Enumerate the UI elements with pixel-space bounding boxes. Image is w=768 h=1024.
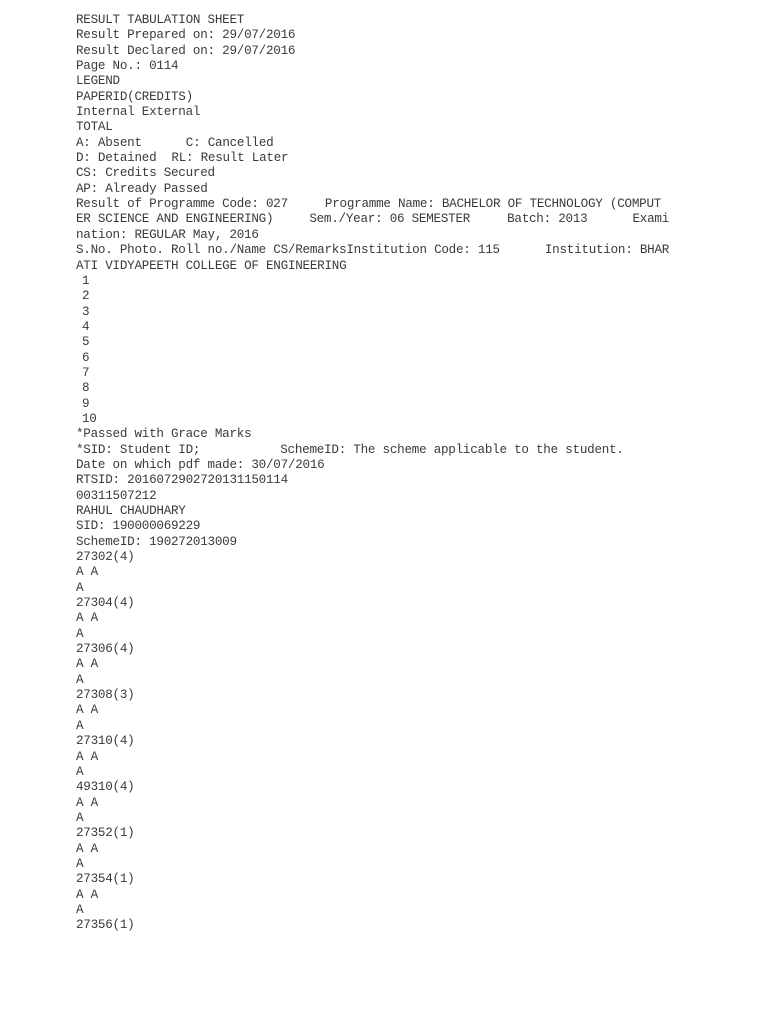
result-document (76, 13, 676, 934)
paper-total: A (76, 580, 84, 595)
serial-number: 1 (82, 273, 90, 288)
rtsid: RTSID: 2016072902720131150114 (76, 473, 288, 488)
serial-number: 2 (82, 289, 90, 304)
sid-note: *SID: Student ID; (76, 442, 201, 457)
legend-paperid: PAPERID(CREDITS) (76, 89, 193, 104)
paper-id: 27306(4) (76, 642, 135, 657)
semester: Sem./Year: 06 SEMESTER (309, 212, 471, 227)
pdf-made-date: Date on which pdf made: 30/07/2016 (76, 457, 325, 472)
serial-number: 4 (82, 319, 90, 334)
paper-total: A (76, 856, 84, 871)
serial-number: 3 (82, 304, 90, 319)
paper-total: A (76, 672, 84, 687)
paper-marks: A A (76, 795, 98, 810)
paper-marks: A A (76, 657, 98, 672)
legend-row-absent-cancelled (76, 136, 676, 151)
serial-number: 9 (82, 396, 90, 411)
examination-part2: nation: REGULAR May, 2016 (76, 227, 259, 242)
paper-total: A (76, 764, 84, 779)
paper-id: 27352(1) (76, 826, 135, 841)
result-declared-date: Result Declared on: 29/07/2016 (76, 43, 296, 58)
legend-total: TOTAL (76, 120, 113, 135)
programme-line-2 (76, 212, 676, 227)
student-scheme-id: SchemeID: 190272013009 (76, 534, 237, 549)
legend-cancelled: C: Cancelled (185, 135, 274, 150)
grace-marks-note: *Passed with Grace Marks (76, 427, 252, 442)
student-sid: SID: 190000069229 (76, 519, 201, 534)
column-header-line (76, 243, 676, 258)
document-title: RESULT TABULATION SHEET (76, 13, 245, 27)
paper-marks: A A (76, 611, 98, 626)
result-prepared-date: Result Prepared on: 29/07/2016 (76, 28, 296, 43)
paper-marks: A A (76, 565, 98, 580)
student-roll-number: 00311507212 (76, 488, 157, 503)
programme-line-1 (76, 197, 676, 212)
paper-id: 49310(4) (76, 780, 135, 795)
page-number: Page No.: 0114 (76, 59, 179, 74)
legend-detained: D: Detained (76, 151, 157, 166)
serial-number: 10 (82, 411, 97, 426)
serial-number: 8 (82, 381, 90, 396)
serial-number: 5 (82, 335, 90, 350)
paper-total: A (76, 902, 84, 917)
paper-id: 27354(1) (76, 872, 135, 887)
examination-part1: Exami (632, 212, 670, 227)
paper-total: A (76, 718, 84, 733)
legend-internal-external: Internal External (76, 105, 201, 120)
paper-marks: A A (76, 703, 98, 718)
programme-code: Result of Programme Code: 027 (76, 197, 288, 212)
column-header: S.No. Photo. Roll no./Name CS/RemarksInstitution Code: 115 (76, 243, 500, 258)
scheme-note: SchemeID: The scheme applicable to the student. (280, 442, 624, 457)
legend-heading: LEGEND (76, 74, 120, 89)
serial-number: 7 (82, 365, 90, 380)
serial-number: 6 (82, 350, 90, 365)
batch: Batch: 2013 (507, 212, 588, 227)
student-name: RAHUL CHAUDHARY (76, 504, 186, 518)
institution-part1: Institution: BHAR (544, 243, 670, 258)
legend-already-passed: AP: Already Passed (76, 181, 208, 196)
programme-name-part1: Programme Name: BACHELOR OF TECHNOLOGY (COMPUT (324, 197, 662, 212)
paper-marks: A A (76, 887, 98, 902)
paper-total: A (76, 626, 84, 641)
paper-id: 27302(4) (76, 550, 135, 565)
institution-part2: ATI VIDYAPEETH COLLEGE OF ENGINEERING (76, 258, 347, 273)
legend-row-detained-result-later (76, 151, 676, 166)
paper-id: 27356(1) (76, 918, 135, 933)
programme-name-part2: ER SCIENCE AND ENGINEERING) (76, 212, 274, 227)
sid-scheme-note-line (76, 443, 676, 458)
legend-absent: A: Absent (76, 135, 142, 150)
paper-id: 27308(3) (76, 688, 135, 703)
paper-marks: A A (76, 749, 98, 764)
paper-total: A (76, 810, 84, 825)
paper-id: 27310(4) (76, 734, 135, 749)
paper-id: 27304(4) (76, 596, 135, 611)
paper-marks: A A (76, 841, 98, 856)
legend-credits-secured: CS: Credits Secured (76, 166, 215, 181)
legend-result-later: RL: Result Later (171, 151, 289, 166)
